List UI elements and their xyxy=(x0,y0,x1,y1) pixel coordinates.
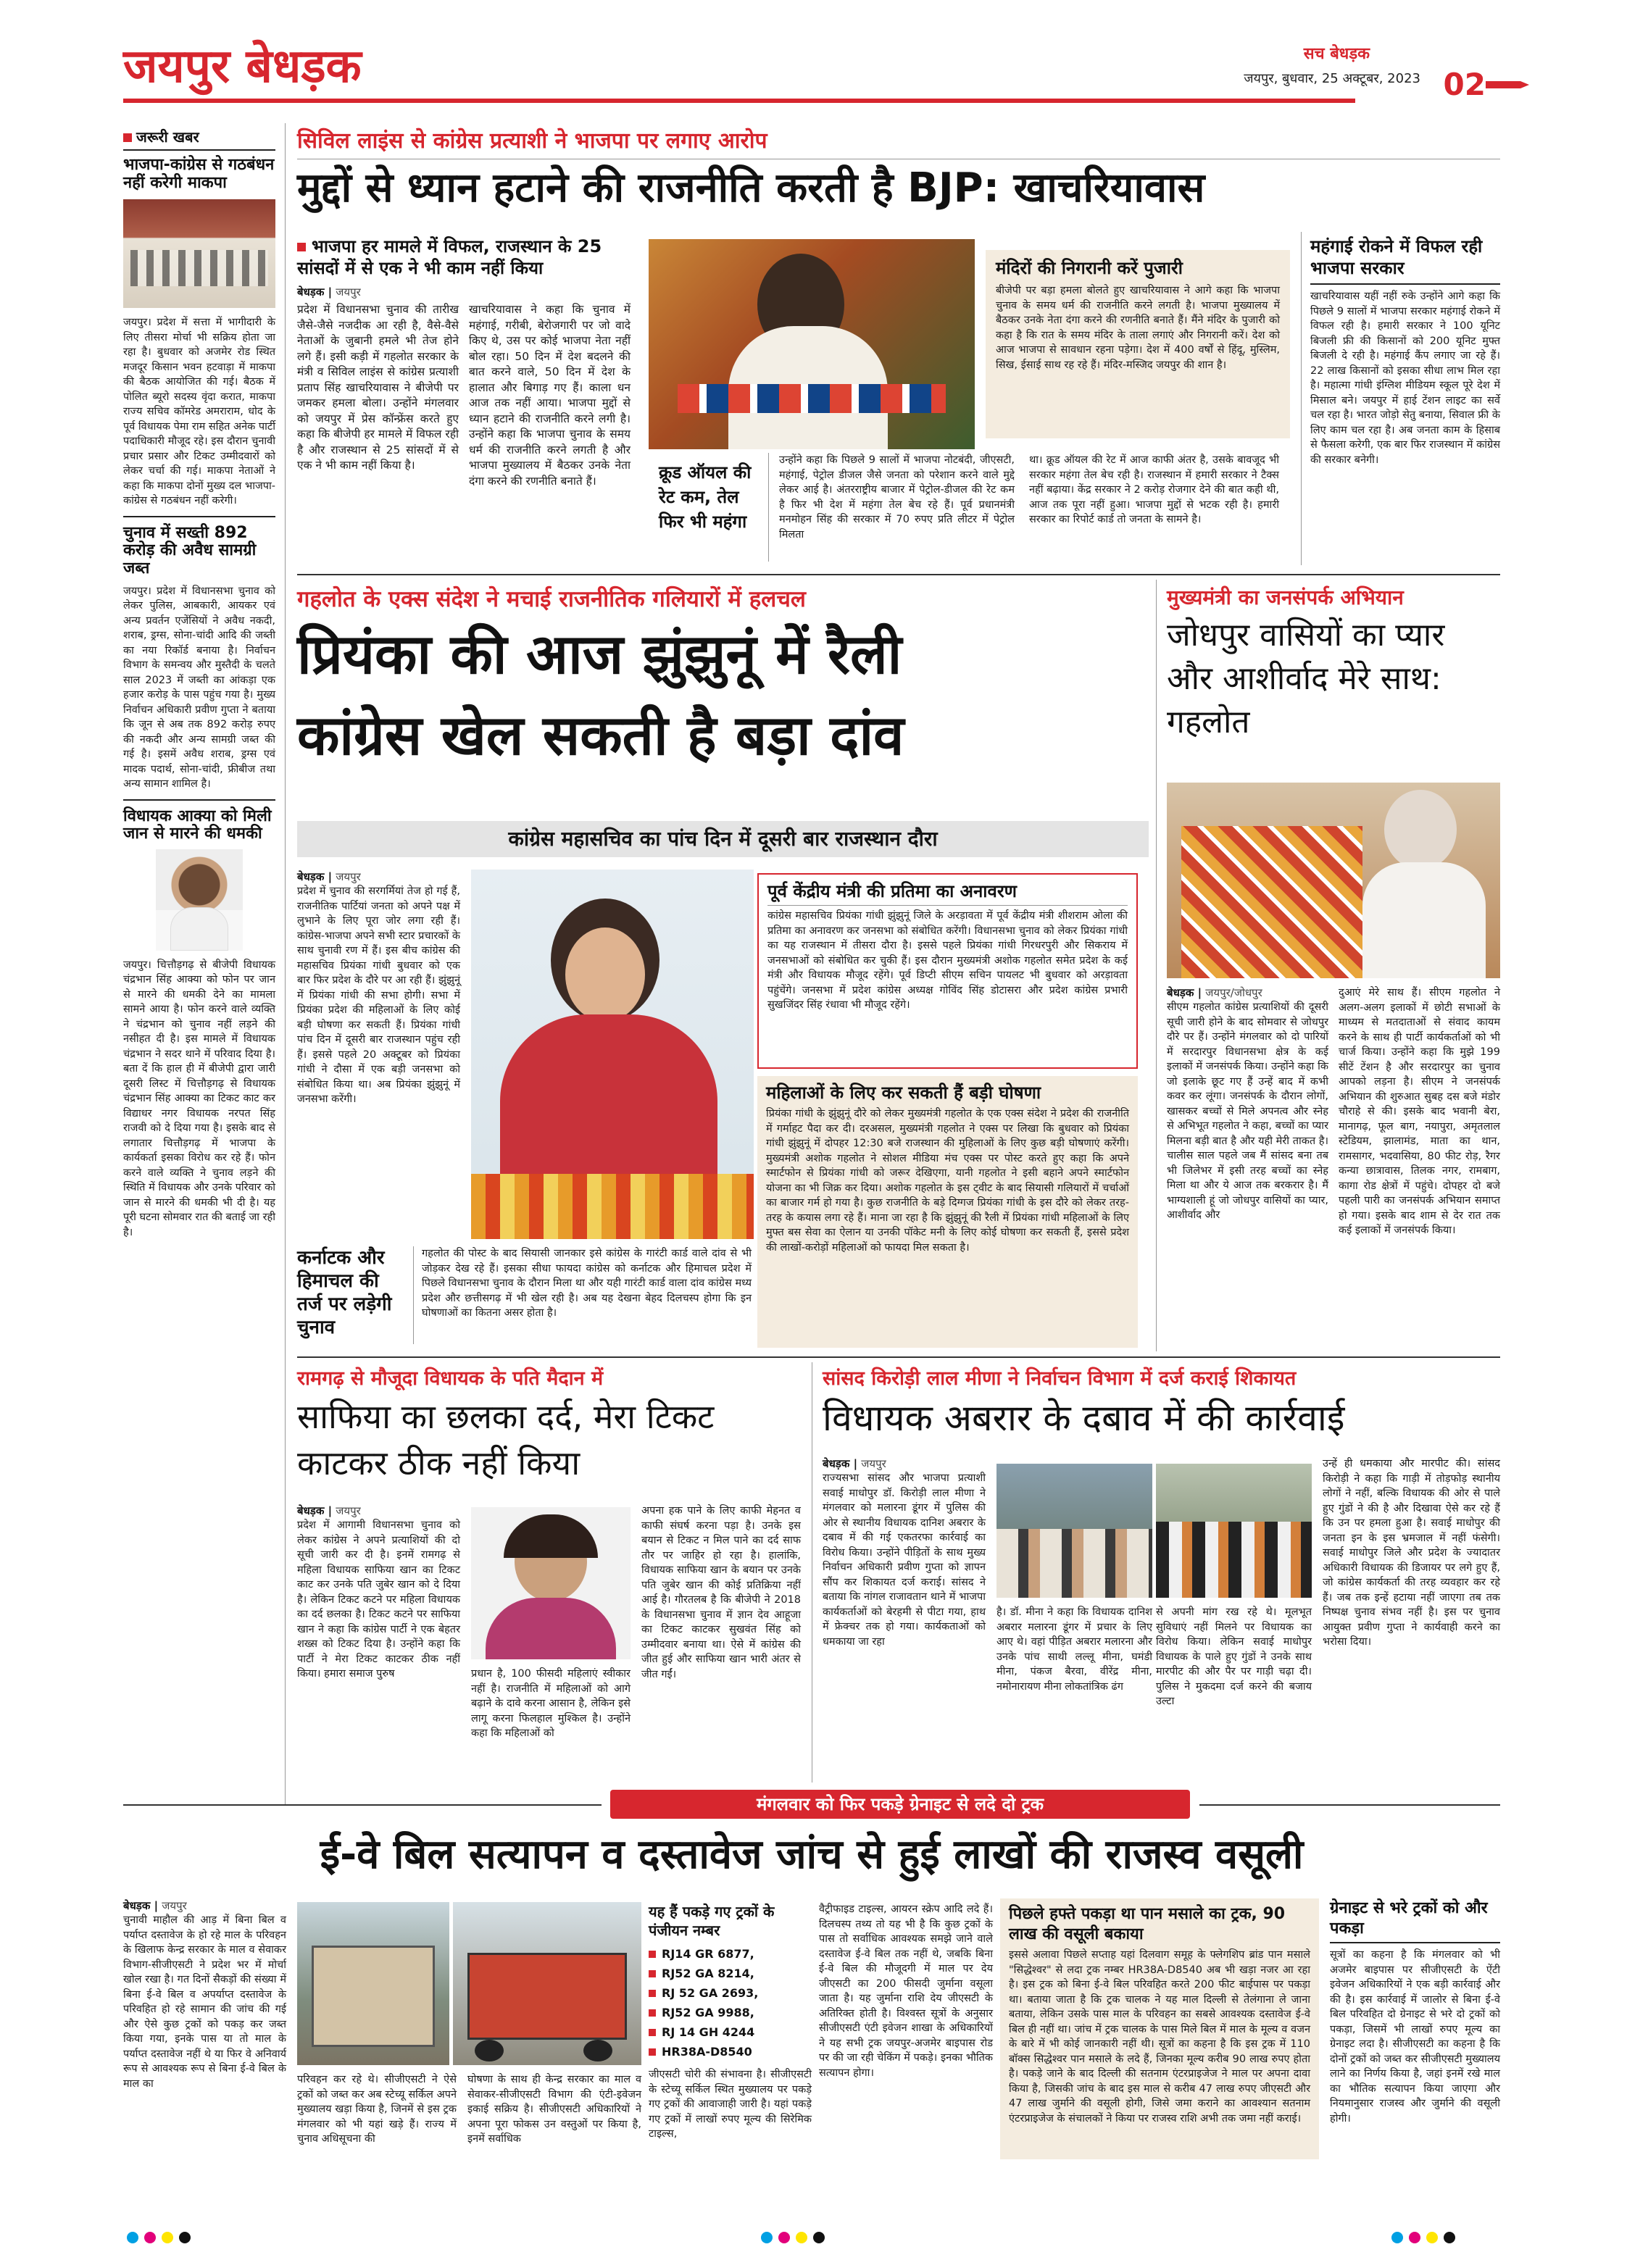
top-sub-block xyxy=(297,235,631,489)
truck-photo-1 xyxy=(297,1902,449,2065)
granite-trucks-column xyxy=(1330,1898,1500,2126)
granite-col-2: परिवहन कर रहे थे। सीजीएसटी ने ऐसे ट्रकों को जब्त कर अब स्टेच्यू सर्किल अपने मुख्यालय खड़ा किया है, जिनमें से इस ट्रक मंगलवार को भी यहां खड़े हैं। राज्य में चुनाव अधिसूचना की xyxy=(297,2074,457,2145)
granite-col-4b: वैट्रीफाइड टाइल्स, आयरन स्क्रेप आदि लदे हैं। दिलचस्प तथ्य तो यह भी है कि कुछ ट्रकों के पास तो सर्वाधिक आवश्यक समझे जाने वाले दस्तावेज ई-वे बिल तक नहीं थे, जबकि बिना ई-वे बिल की मौजूदगी में माल पर देय जीएसटी का 200 फीसदी जुर्माना वसूला जाता है। यह जुर्माना राशि देय जीएसटी के अतिरिक्त होती है। विश्वस्त सूत्रों के अनुसार सीजीएसटी एंटी इवेजन शाखा के अधिकारियों ने यह सभी ट्रक जयपुर-अजमेर बाइपास रोड पर की जा रही चेकिंग में पकड़े। इनका भौतिक सत्यापन होगा। xyxy=(819,1904,993,2079)
cm-story xyxy=(1167,583,1500,744)
kirodi-col-3: से अपनी मांग रख रहे थे। मूलभूत सुविधाएं नहीं मिलने पर विधायक का विरोध किया। लेकिन सवाई माधोपुर विधायक के पाले हुए गुंडों ने उनके साथ मारपीट की और पैर पर गाड़ी चढ़ा दी। पुलिस ने मुकदमा दर्ज करने की बजाय उल्टा xyxy=(1156,1606,1312,1707)
temples-box-body: बीजेपी पर बड़ा हमला बोलते हुए खाचरियावास ने आगे कहा कि भाजपा चुनाव के समय धर्म की राजनीति करने लगती है। भाजपा मुख्यालय में बैठकर उनके नेता दंगा करने की रणनीति बनाते हैं। मैंने मंदिर के पुजारी को कहा है कि रात के समय मंदिर के ताला लगाएं और निगरानी करें। देश को आज भाजपा से सावधान रहना पड़ेगा। देश में 400 वर्षों से हिंदू, मुस्लिम, सिख, ईसाई साथ रह रहे हैं। मंदिर-मस्जिद जयपुर की शान है। xyxy=(996,285,1280,371)
cm-text xyxy=(1167,985,1500,1238)
temples-box-head: मंदिरों की निगरानी करें पुजारी xyxy=(996,258,1183,278)
brief-3-body: जयपुर। चित्तौड़गढ़ से बीजेपी विधायक चंद्रभान सिंह आक्या को फोन पर जान से मारने की धमकी देने का मामला सामने आया है। फोन करने वाले व्यक्ति ने चंद्रभान को चुनाव नहीं लड़ने की नसीहत दी है। इस मामले में विधायक चंद्रभान ने सदर थाने में परिवाद दिया है। बता दें कि हाल ही में बीजेपी द्वारा जारी दूसरी लिस्ट में चित्तौड़गढ़ से विधायक चंद्रभान सिंह आक्या का टिकट काट कर विद्याधर नगर विधायक नरपत सिंह राजवी को दे दिया गया है। इसके बाद से लगातार चित्तौड़गढ़ में भाजपा के कार्यकर्ता इसका विरोध कर रहे हैं। फोन करने वाले व्यक्ति ने चुनाव लड़ने की स्थिति में विधायक और उनके परिवार को जान से मारने की धमकी भी दी है। यह पूरी घटना सोमवार रात की बताई जा रही है। xyxy=(123,959,276,1238)
pan-masala-head: पिछले हफ्ते पकड़ा था पान मसाले का ट्रक, 90 लाख की वसूली बकाया xyxy=(1009,1905,1286,1943)
women-box-body: प्रियंका गांधी के झुंझुनूं दौरे को लेकर मुख्यमंत्री गहलोत के एक एक्स संदेश ने प्रदेश की राजनीति में गर्माहट पैदा कर दी। दरअसल, मुख्यमंत्री गहलोत ने एक्स पर लिखा कि बुधवार को प्रियंका गांधी झुंझुनूं में दोपहर 12:30 बजे राजस्थान की मुहिलाओं के लिए कुछ बड़ी घोषणाएं करेंगी। मुख्यमंत्री अशोक गहलोत ने सोशल मीडिया मंच एक्स पर पोस्ट करते हुए कहा कि अपने स्मार्टफोन से प्रियंका गांधी को जरूर देखिएगा, यानी गहलोत ने इसी बहाने अपने स्मार्टफोन योजना का भी जिक्र कर दिया। अशोक गहलोत के इस ट्वीट के बाद सियासी गलियारों में चर्चाओं का बाजार गर्म हो गया है। कुछ राजनीति के बड़े दिग्गज प्रियंका गांधी के इस दौरे को लेकर तरह-तरह के कयास लगा रहे हैं। माना जा रहा है कि झुंझुनूं की रैली में प्रियंका गांधी महिलाओं के लिए मुफ्त बस सेवा का ऐलान या उनकी पॉकेट मनी के लिए कोई घोषणा कर सकती हैं, इससे प्रदेश की लाखों-करोड़ों महिलाओं को फायदा मिल सकता है। xyxy=(766,1108,1129,1254)
priyanka-photo xyxy=(471,870,754,1239)
section-label: जरूरी खबर xyxy=(123,127,275,151)
karnataka-head: कर्नाटक और हिमाचल की तर्ज पर लड़ेगी चुनाव xyxy=(297,1247,392,1338)
temples-box xyxy=(986,250,1290,438)
cm-headline: जोधपुर वासियों का प्यार और आशीर्वाद मेरे साथ: गहलोत xyxy=(1167,617,1445,741)
brief-1-body: जयपुर। प्रदेश में सत्ता में भागीदारी के लिए तीसरा मोर्चा भी सक्रिय होता जा रहा है। बुधवार को अजमेर रोड स्थित मजदूर किसान भवन हटवाड़ा में माकपा की बैठक आयोजित की गई। बैठक में पोलित ब्यूरो सदस्य वृंदा करात, माकपा राज्य सचिव कॉमरेड अमराराम, धोद के पूर्व विधायक पेमा राम सहित अनेक पार्टी पदाधिकारी मौजूद रहे। इस दौरान चुनावी प्रचार प्रसार और टिकट उम्मीदवारों को लेकर चर्चा की गई। माकपा नेताओं ने कहा कि माकपा दोनों मुख्य दल भाजपा-कांग्रेस से गठबंधन नहीं करेगी। xyxy=(123,317,275,507)
truck-number-list xyxy=(649,1902,812,2142)
inflation-body: खाचरियावास यहीं नहीं रुके उन्होंने आगे कहा कि पिछले 9 सालों में भाजपा सरकार महंगाई रोकने में विफल रही है। हमारी सरकार ने 100 यूनिट बिजली फ्री की किसानों को 200 यूनिट मुफ्त बिजली दे रही है। महंगाई कैंप लगाए जा रहे हैं। 22 लाख किसानों को इसका सीधा लाभ मिल रहा है। महात्मा गांधी इंग्लिश मीडियम स्कूल पूरे देश में मिसाल बने। जयपुर में हाई टेंशन लाइट का सर्वे चल रहा है। भारत जोड़ो सेतु बनाया, सिवाल फ्री के लिए काम चल रहा है। अब जनता काम के हिसाब से फैसला करेगी, एक बार फिर राजस्थान में कांग्रेस की सरकार बनेगी। xyxy=(1310,291,1500,466)
granite-col-1-block xyxy=(123,1898,286,2091)
kirodi-story xyxy=(823,1364,1500,1443)
brief-1-head: भाजपा-कांग्रेस से गठबंधन नहीं करेगी माकपा xyxy=(123,156,275,192)
list-item: RJ 14 GH 4244 xyxy=(649,2022,812,2042)
inflation-head: महंगाई रोकने में विफल रही भाजपा सरकार xyxy=(1310,235,1500,285)
priyanka-kicker: गहलोत के एक्स संदेश ने मचाई राजनीतिक गलियारों में हलचल xyxy=(297,586,806,612)
kirodi-headline: विधायक अबरार के दबाव में की कार्रवाई xyxy=(823,1397,1345,1439)
byline: बेधड़क | जयपुर xyxy=(297,870,361,883)
dateline: जयपुर, बुधवार, 25 अक्टूबर, 2023 xyxy=(1244,71,1420,86)
divider xyxy=(413,1246,414,1344)
byline: बेधड़क | जयपुर/जोधपुर xyxy=(1167,986,1262,999)
divider xyxy=(123,1804,602,1806)
women-box xyxy=(757,1076,1138,1348)
granite-col-1: चुनावी माहौल की आड़ में बिना बिल व पर्याप्त दस्तावेज के हो रहे माल के परिवहन के खिलाफ केन्द्र सरकार के माल व सेवाकर विभाग-सीजीएसटी ने प्रदेश भर में मोर्चा खोल रखा है। गत दिनों सैकड़ों की संख्या में बिना ई-वे बिल व अपर्याप्त दस्तावेज के परिवहित हो रहे सामान की जांच की गई और ऐसे कुछ ट्रकों को पकड़ कर जब्त किया गया, इनके पास या तो माल के पर्याप्त दस्तावेज नहीं थे या फिर वे अनिवार्य रूप से आवश्यक रूप से बिना ई-वे बिल के माल का xyxy=(123,1914,286,2090)
ramgarh-col-1: प्रदेश में आगामी विधानसभा चुनाव को लेकर कांग्रेस ने अपने प्रत्याशियों की दो सूची जारी कर दी है। इनमें रामगढ़ से महिला विधायक साफिया खान का टिकट काट कर उनके पति जुबेर खान को दे दिया है। लेकिन टिकट कटने पर महिला विधायक का दर्द छलका है। टिकट कटने पर साफिया खान ने कहा कि कांग्रेस पार्टी ने एक बेहतर शख्स को टिकट दिया है। उन्होंने कहा कि पार्टी ने मेरा टिकट काटकर ठीक नहीं किया। हमारा समाज पुरुष xyxy=(297,1519,460,1680)
truck-list xyxy=(649,1944,812,2061)
registration-dot xyxy=(162,2232,173,2243)
ramgarh-col-2: प्रधान है, 100 फीसदी महिलाएं स्वीकार नहीं है। राजनीति में महिलाओं को आगे बढ़ाने के दावे करना आसान है, लेकिन इसे लागू करना फिलहाल मुश्किल है। उन्होंने कहा कि महिलाओं को xyxy=(471,1668,631,1739)
registration-dot xyxy=(778,2232,790,2243)
top-subhead: भाजपा हर मामले में विफल, राजस्थान के 25 सांसदों में से एक ने भी काम नहीं किया xyxy=(297,236,602,278)
byline: बेधड़क | जयपुर xyxy=(297,1504,361,1517)
kirodi-col-4: उन्हें ही धमकाया और मारपीट की। सांसद किरोड़ी ने कहा कि गाड़ी में तोड़फोड़ स्थानीय लोगों ने नहीं, बल्कि विधायक की ओर से पाले हुए गुंडों ने की है और दिखावा ऐसे कर रहे हैं कि उन पर हमला हुआ है। सवाई माधोपुर की जनता इन के इस भ्रमजाल में नहीं फंसेगी। सवाई माधोपुर जिले और प्रदेश के ज्यादातर अधिकारी विधायक की डिजायर पर लगे हुए हैं, जो कांग्रेस कार्यकर्ता की तरह व्यवहार कर रहे हैं। जब तक इन्हें हटाया नहीं जाएगा तब तक निष्पक्ष चुनाव संभव नहीं है। इस पर चुनाव आयुक्त प्रवीण गुप्ता ने कार्यवाही करने का भरोसा दिया। xyxy=(1323,1458,1500,1648)
truck-photo-2 xyxy=(453,1902,641,2065)
color-registration-right xyxy=(1391,2232,1461,2246)
pan-masala-box xyxy=(1000,1898,1319,2159)
priyanka-headline-2: कांग्रेस खेल सकती है बड़ा दांव xyxy=(297,703,904,767)
brief-2-body: जयपुर। प्रदेश में विधानसभा चुनाव को लेकर पुलिस, आबकारी, आयकर एवं अन्य प्रवर्तन एजेंसियों ने अवैध नकदी, शराब, ड्रग्स, सोना-चांदी आदि की जब्ती का नया रिकॉर्ड बनाया है। निर्वाचन विभाग के समन्वय और मुस्तैदी के चलते साल 2023 में जब्ती का आंकड़ा एक हजार करोड़ के पास पहुंच गया है। मुख्य निर्वाचन अधिकारी प्रवीण गुप्ता ने बताया कि जून से अब तक 892 करोड़ रुपए की नकदी और अन्य सामग्री जब्त की गई है। इसमें अवैध शराब, ड्रग्स एवं मादक पदार्थ, सोना-चांदी, फ्रीबीज तथा अन्य सामान शामिल है। xyxy=(123,585,275,791)
granite-trucks-head: ग्रेनाइट से भरे ट्रकों को और पकड़ा xyxy=(1330,1898,1500,1943)
pan-masala-body: इससे अलावा पिछले सप्ताह यहां दिलवाग समूह के फ्लेगशिप ब्रांड पान मसाले "सिद्धेश्वर" से लदा ट्रक नम्बर HR38A-D8540 अब भी खड़ा नजर आ रहा है। इस ट्रक को बिना ई-वे बिल परिवहित करते 200 फीट बाईपास पर पकड़ा था। बताया जाता है कि ट्रक चालक ने यह माल दिल्ली से तेलंगाना ले जाना बताया, लेकिन उसके पास माल के परिवहन का सबसे आवश्यक दस्तावेज ई-वे बिल ही नहीं था। जांच में ट्रक चालक के पास मिले बिल में माल के मूल्य व वजन के बारे में भी कोई जानकारी नहीं थी। सूत्रों का कहना है कि इस ट्रक में 110 बॉक्स सिद्धेश्वर पान मसाले के लदे हैं, जिनका मूल्य करीब 90 लाख रुपए होता है। पकड़े जाने के बाद दिल्ली की सतनाम एंटरप्राइजेज ने माल पर अपना दावा किया है, जिसकी जांच के बाद इस माल से करीब 47 लाख रुपए जीएसटी और 47 लाख जुर्माने की वसूली होगी, जिसे जमा कराने का आवश्यान सतनाम एंटरप्राइजेज के संचालकों ने किया पर राजस्व राशि अभी तक जमा नहीं कराई। xyxy=(1009,1949,1310,2125)
mla-portrait xyxy=(156,849,243,951)
granite-kicker-band xyxy=(610,1790,1190,1819)
bullet-square-icon xyxy=(297,243,306,251)
registration-dot xyxy=(1444,2232,1455,2243)
karnataka-block xyxy=(297,1246,754,1348)
divider xyxy=(1156,580,1157,1351)
top-story xyxy=(297,125,1500,217)
kirodi-col-2: है। डॉ. मीना ने कहा कि विधायक दानिश अबरार मलारना डूंगर में प्रचार के लिए आए थे। वहां पीड़ित अबरार मलारना और उनके पांच साथी लल्लू मीना, घमंडी मीना, पंकज बैरवा, वीरेंद्र मीना, नमोनारायण मीना लोकतांत्रिक ढंग xyxy=(996,1606,1152,1693)
statue-box-body: कांग्रेस महासचिव प्रियंका गांधी झुंझुनूं जिले के अरड़ावता में पूर्व केंद्रीय मंत्री शीशराम ओला की प्रतिमा का अनावरण कर जनसभा को संबोधित करेंगी। विधानसभा चुनाव को लेकर प्रियंका गांधी का यह राजस्थान में तीसरा दौरा है। इससे पहले प्रियंका गांधी गिरधरपुरी और सिकराय में जनसभाओं को संबोधित कर चुकी हैं। इस दौरान मुख्यमंत्री अशोक गहलोत समेत प्रदेश के कई मंत्री और विधायक मौजूद रहेंगे। पूर्व डिप्टी सीएम सचिन पायलट भी बुधवार को अरड़ावता पहुंचेंगे। जनसभा में प्रदेश कांग्रेस अध्यक्ष गोविंद सिंह डोटासरा और प्रदेश कांग्रेस प्रभारी सुखजिंदर सिंह रंधावा भी मौजूद रहेंगे। xyxy=(767,910,1128,1011)
granite-col-4a: जीएसटी चोरी की संभावना है। सीजीएसटी के स्टेच्यू सर्किल स्थित मुख्यालय पर पकड़े गए ट्रकों की आवाजाही जारी है। यहां पकड़े गए ट्रकों में लाखों रुपए मूल्य की सिरेमिक टाइल्स, xyxy=(649,2069,812,2140)
list-item: RJ52 GA 9988, xyxy=(649,2003,812,2022)
registration-dot xyxy=(127,2232,138,2243)
divider xyxy=(297,1356,1500,1358)
page-number: 02 xyxy=(1443,67,1486,102)
color-registration-center xyxy=(761,2232,831,2246)
kirodi-col-1-block xyxy=(823,1456,986,1649)
top-headline: मुद्दों से ध्यान हटाने की राजनीति करती है BJP: खाचरियावास xyxy=(297,164,1205,212)
brief-3-head: विधायक आक्या को मिली जान से मारने की धमकी xyxy=(123,806,272,843)
inflation-column xyxy=(1310,235,1500,467)
registration-dot xyxy=(179,2232,191,2243)
photo-caption: क्रूड ऑयल की रेट कम, तेल फिर भी महंगा xyxy=(659,462,752,532)
meeting-photo xyxy=(123,199,275,308)
divider xyxy=(1199,1804,1500,1806)
priyanka-subband xyxy=(297,821,1149,857)
top-col-4: था। क्रूड ऑयल की रेट में आज काफी अंतर है, उसके बावजूद भी सरकार महंगा तेल बेच रही है। राजस्थान में हमारी सरकार ने टैक्स नहीं बढ़ाया। केंद्र सरकार ने 2 करोड़ रोजगार देने की बात कही थी, आज तक पूरा नहीं हुआ। भाजपा मुद्दों से भटक रही है। हमारी सरकार का रिपोर्ट कार्ड तो जनता के सामने है। xyxy=(1029,454,1279,525)
statue-box-head: पूर्व केंद्रीय मंत्री की प्रतिमा का अनावरण xyxy=(767,880,1128,906)
list-item: RJ 52 GA 2693, xyxy=(649,1983,812,2003)
khachariyawas-photo xyxy=(649,239,975,449)
truck-list-head: यह हैं पकड़े गए ट्रकों के पंजीयन नम्बर xyxy=(649,1903,775,1939)
top-col-3: उन्होंने कहा कि पिछले 9 सालों में भाजपा नोटबंदी, जीएसटी, महंगाई, पेट्रोल डीजल जैसे जनता को परेशान करने वाले मुद्दे लेकर आई है। अंतरराष्ट्रीय बाजार में पेट्रोल-डीजल की रेट कम है फिर भी देश में महंगा तेल बेच रहे हैं। पूर्व प्रधानमंत्री मनमोहन सिंह की सरकार में 70 रुपए प्रति लीटर में पेट्रोल मिलता xyxy=(779,454,1015,541)
top-col-2: खाचरियावास ने कहा कि चुनाव में महंगाई, गरीबी, बेरोजगारी पर जो वादे किए थे, उस पर कोई भाजपा नेता नहीं बोल रहा। 50 दिन में देश बदलने की बात करने वाले, 50 दिन में देश के हालात और बिगाड़ गए हैं। काला धन आज तक नहीं आया। भाजपा मुद्दों से ध्यान हटाने की राजनीति करने लगी है। उन्होंने कहा कि भाजपा चुनाव के समय धर्म की राजनीति करने लगती है और भाजपा मुख्यालय में बैठकर उनके नेता दंगा करने की रणनीति बनाते हैं। xyxy=(469,303,631,488)
top-col-1: प्रदेश में विधानसभा चुनाव की तारीख जैसे-जैसे नजदीक आ रही है, वैसे-वैसे नेताओं के जुबानी हमले भी तेज होने लगे हैं। इसी कड़ी में गहलोत सरकार के मंत्री व सिविल लाइंस से कांग्रेस प्रत्याशी प्रताप सिंह खाचरियावास ने बीजेपी पर जमकर हमला बोला। उन्होंने मंगलवार को जयपुर में प्रेस कॉन्फ्रेंस करते हुए कहा कि बीजेपी हर मामले में विफल रही है और राजस्थान से 25 सांसदों में से एक ने भी काम नहीं किया है। xyxy=(297,303,459,472)
cm-kicker: मुख्यमंत्री का जनसंपर्क अभियान xyxy=(1167,585,1404,609)
kirodi-col-1: राज्यसभा सांसद और भाजपा प्रत्याशी सवाई माधोपुर डॉ. किरोड़ी लाल मीणा ने मंगलवार को मलारना डूंगर में पुलिस की ओर से स्थानीय विधायक दानिश अबरार के दबाव में की गई एकतरफा कार्रवाई का विरोध किया। उन्होंने पीड़ितों के साथ मुख्य निर्वाचन अधिकारी प्रवीण गुप्ता को ज्ञापन सौंप कर शिकायत दर्ज कराई। सांसद ने बताया कि नांगल राजावतान थाने में भाजपा कार्यकर्ताओं को बेरहमी से पीटा गया, हाथ में फ्रेक्चर तक हो गया। कार्यकताओं को धमकाया जा रहा xyxy=(823,1472,986,1648)
masthead xyxy=(123,38,1529,102)
kirodi-photo-left xyxy=(996,1464,1152,1598)
kirodi-photo-right xyxy=(1156,1464,1312,1598)
divider xyxy=(285,123,286,1804)
registration-dot xyxy=(761,2232,773,2243)
list-item: RJ14 GR 6877, xyxy=(649,1944,812,1964)
cm-col-2: दुआएं मेरे साथ हैं। सीएम गहलोत ने अलग-अलग इलाकों में छोटी सभाओं के माध्यम से मतदाताओं से संवाद कायम करने के साथ ही पार्टी कार्यकर्ताओं को भी चार्ज किया। उन्होंने कहा कि मुझे 199 सीटें टेंशन है और सरदारपुर का चुनाव आपको लड़ना है। सीएम ने जनसंपर्क अभियान की शुरुआत सुबह दस बजे मंडोर चौराहे से की। इसके बाद भवानी बेरा, मानागढ़, फूल बाग, नयापुरा, अमृतलाल स्टेडियम, झालामंड, माता का थान, रामसागर, भदवासिया, 80 फीट रोड़, रैगर कन्या छात्रावास, तिलक नगर, रामबाग, कागा रोड क्षेत्रों में पहुंचे। दोपहर दो बजे पहली पारी का जनसंपर्क अभियान समाप्त हो गया। इसके बाद शाम से देर रात तक कई इलाकों में जनसंपर्क किया। xyxy=(1339,987,1500,1236)
divider xyxy=(297,574,1500,575)
ramgarh-col-1-block xyxy=(297,1504,460,1682)
statue-box xyxy=(757,873,1138,1069)
divider xyxy=(1301,232,1302,565)
brand-logo: जयपुर बेधड़क xyxy=(123,40,362,93)
granite-headline: ई-वे बिल सत्यापन व दस्तावेज जांच से हुई लाखों की राजस्व वसूली xyxy=(320,1831,1304,1878)
byline: बेधड़क | जयपुर xyxy=(297,285,361,299)
registration-dot xyxy=(796,2232,807,2243)
kirodi-kicker: सांसद किरोड़ी लाल मीणा ने निर्वाचन विभाग में दर्ज कराई शिकायत xyxy=(823,1367,1297,1390)
registration-dot xyxy=(813,2232,825,2243)
list-item: RJ52 GA 8214, xyxy=(649,1964,812,1983)
priyanka-subhead: कांग्रेस महासचिव का पांच दिन में दूसरी बार राजस्थान दौरा xyxy=(508,827,938,851)
list-item: HR38A-D8540 xyxy=(649,2042,812,2061)
divider xyxy=(768,453,769,562)
color-registration-left xyxy=(127,2232,196,2246)
registration-dot xyxy=(1391,2232,1403,2243)
cm-col-1: सीएम गहलोत कांग्रेस प्रत्याशियों की दूसरी सूची जारी होने के बाद सोमवार से जोधपुर दौरे पर हैं। उन्होंने मंगलवार को दो पारियों में सरदारपुर विधानसभा क्षेत्र के कई इलाकों में जनसंपर्क किया। उन्होंने कहा कि जो इलाके छूट गए हैं उन्हें बाद में कभी कवर कर लूंगा। जनसंपर्क के दौरान लोगों, खासकर बच्चों से मिले अपनत्व और स्नेह से अभिभूत गहलोत ने कहा, बच्चों का प्यार मिलना बड़ी बात है और यही मेरी ताकत है। चालीस साल पहले जब मैं सांसद बना तब भी जिलेभर में इसी तरह बच्चों का स्नेह मिला था और ये आज तक बरकरार है। मैं भाग्यशाली हूं जो जोधपुर वासियों का प्यार, आशीर्वाद और xyxy=(1167,1001,1328,1221)
priyanka-body: प्रदेश में चुनाव की सरगर्मियां तेज हो गई हैं, राजनीतिक पार्टियां जनता को अपने पक्ष में लुभाने के लिए पूरा जोर लगा रही हैं। कांग्रेस-भाजपा अपने सभी स्टार प्रचारकों के साथ चुनावी रण में हैं। इस बीच कांग्रेस की महासचिव प्रियंका गांधी बुधवार को एक बार फिर प्रदेश के दौरे पर आ रही हैं। झुंझुनूं में प्रियंका गांधी की सभा होगी। सभा में प्रियंका प्रदेश की महिलाओं के लिए कोई बड़ी घोषणा कर सकती हैं। प्रियंका गांधी पांच दिन में दूसरी बार राजस्थान पहुंच रही हैं। इससे पहले 20 अक्टूबर को प्रियंका गांधी ने दौसा में एक बड़ी जनसभा को संबोधित किया था। अब प्रियंका झुंझुनूं में जनसभा करेंगी। xyxy=(297,885,460,1105)
left-column xyxy=(123,127,275,1240)
section-square-icon xyxy=(123,133,132,142)
ramgarh-story xyxy=(297,1364,804,1486)
registration-dot xyxy=(1426,2232,1438,2243)
registration-dot xyxy=(144,2232,156,2243)
granite-col-3: घोषणा के साथ ही केन्द्र सरकार का माल व सेवाकर-सीजीएसटी विभाग की एंटी-इवेजन इकाई सक्रिय है। सीजीएसटी अधिकारियों ने अपना पूरा फोकस उन वस्तुओं पर किया है, इनमें सर्वाधिक xyxy=(467,2074,641,2145)
top-kicker: सिविल लाइंस से कांग्रेस प्रत्याशी ने भाजपा पर लगाए आरोप xyxy=(297,125,1500,159)
byline: बेधड़क | जयपुर xyxy=(823,1457,886,1470)
safia-portrait xyxy=(471,1507,631,1659)
registration-dot xyxy=(1409,2232,1420,2243)
tagline: सच बेधड़क xyxy=(1303,45,1370,63)
priyanka-text xyxy=(297,870,460,1107)
women-box-head: महिलाओं के लिए कर सकती हैं बड़ी घोषणा xyxy=(766,1083,1041,1103)
brief-2-head: चुनाव में सख्ती 892 करोड़ की अवैध सामग्री जब्त xyxy=(123,523,257,578)
gehlot-photo xyxy=(1167,783,1500,978)
byline: बेधड़क | जयपुर xyxy=(123,1899,187,1912)
masthead-rule xyxy=(123,99,1355,103)
granite-kicker: मंगलवार को फिर पकड़े ग्रेनाइट से लदे दो ट्रक xyxy=(756,1794,1044,1814)
granite-trucks-body: सूत्रों का कहना है कि मंगलवार को भी अजमेर बाइपास पर सीजीएसटी के ऐंटी इवेजन अधिकारियों ने एक बड़ी कार्रवाई और की है। इस कार्रवाई में जालोर से बिना ई-वे बिल परिवहित दो ग्रेनाइट से भरे दो ट्रकों को पकड़ा, जिसमें भी लाखों रुपए मूल्य का ग्रेनाइट लदा है। सीजीएसटी का कहना है कि दोनों ट्रकों को जब्त कर सीजीएसटी मुख्यालय लाने का निर्णय किया है, जहां इनमें रखे माल का भौतिक सत्यापन किया जाएगा और नियमानुसार राजस्व और जुर्माने की वसूली होगी। xyxy=(1330,1949,1500,2125)
ramgarh-col-3: अपना हक पाने के लिए काफी मेहनत व काफी संघर्ष करना पड़ा है। उनके इस बयान से टिकट न मिल पाने का दर्द साफ तौर पर जाहिर हो रहा है। हालांकि, विधायक साफिया खान के बयान पर उनके पति जुबेर खान की कोई प्रतिक्रिया नहीं आई है। गौरतलब है कि बीजेपी ने 2018 के विधानसभा चुनाव में ज्ञान देव आहूजा का टिकट काटकर सुखवंत सिंह को उम्मीदवार बनाया था। ऐसे में कांग्रेस की जीत हुई और साफिया खान भारी अंतर से जीत गईं। xyxy=(641,1505,801,1680)
ramgarh-headline: साफिया का छलका दर्द, मेरा टिकट काटकर ठीक नहीं किया xyxy=(297,1397,715,1483)
ramgarh-kicker: रामगढ़ से मौजूदा विधायक के पति मैदान में xyxy=(297,1367,604,1390)
priyanka-story xyxy=(297,583,1149,776)
pen-nib-icon xyxy=(1486,81,1529,88)
karnataka-body: गहलोत की पोस्ट के बाद सियासी जानकार इसे कांग्रेस के गारंटी कार्ड वाले दांव से भी जोड़कर देख रहे हैं। इसका सीधा फायदा कांग्रेस को कर्नाटक और हिमाचल प्रदेश में पिछले विधानसभा चुनाव के दौरान मिला था और यही गारंटी कार्ड वाला दांव कांग्रेस मध्य प्रदेश और छत्तीसगढ़ में भी खेल रही है। अब यह देखना बेहद दिलचस्प होगा कि इन घोषणाओं का कितना असर होता है। xyxy=(422,1248,752,1319)
priyanka-headline-1: प्रियंका की आज झुंझुनूं में रैली xyxy=(297,622,902,686)
